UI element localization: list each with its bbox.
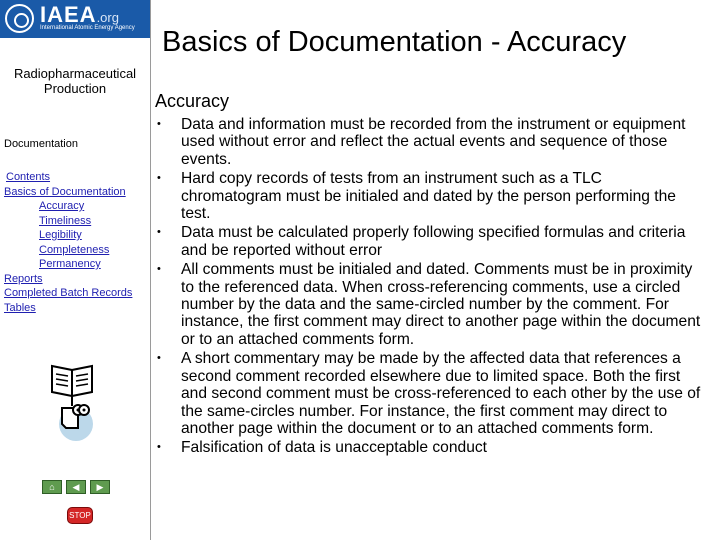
bullet-text: Falsification of data is unacceptable conduct xyxy=(181,439,487,457)
bullet-item xyxy=(151,116,701,168)
course-title: Radiopharmaceutical Production xyxy=(13,66,137,96)
bullet-item xyxy=(151,224,701,259)
bullet-list xyxy=(151,116,701,459)
stop-button[interactable]: STOP xyxy=(67,507,93,524)
section-label: Documentation xyxy=(4,138,78,150)
bullet-item xyxy=(151,439,701,456)
bullet-text: Data and information must be recorded from the instrument or equipment used without error and reflect the actual events and sequence of those events. xyxy=(181,116,686,168)
logo-domain: .org xyxy=(96,10,119,25)
bullet-marker: • xyxy=(157,352,161,365)
bullet-marker: • xyxy=(157,441,161,454)
home-button[interactable] xyxy=(42,480,62,494)
nav-link-accuracy[interactable]: Accuracy xyxy=(39,200,85,212)
nav-link-completed-batch-records[interactable]: Completed Batch Records xyxy=(4,287,133,299)
page-title: Basics of Documentation - Accuracy xyxy=(162,26,627,58)
sidebar-nav xyxy=(4,170,150,315)
bullet-marker: • xyxy=(157,226,161,239)
sidebar xyxy=(0,0,151,540)
bullet-text: Hard copy records of tests from an instrument such as a TLC chromatogram must be initialed and dated by the person performing the test. xyxy=(181,170,676,223)
forward-button[interactable] xyxy=(90,480,110,494)
bullet-marker: • xyxy=(157,118,161,130)
logo-name: IAEA xyxy=(40,2,97,27)
home-icon: ⌂ xyxy=(49,482,55,492)
nav-link-completeness[interactable]: Completeness xyxy=(39,243,110,256)
nav-link-tables[interactable]: Tables xyxy=(4,301,36,314)
section-subtitle: Accuracy xyxy=(155,91,230,111)
back-arrow-icon: ◀ xyxy=(72,482,80,492)
bullet-item xyxy=(151,350,701,437)
bullet-text: All comments must be initialed and dated. Comments must be in proximity to the referenced data. When cross-referencing comments, use a circled number by the data and the same-circled number by the comment. For instance, the first comment may direct to another page within the document or to an attached comments form. xyxy=(181,261,701,348)
bullet-text: A short commentary may be made by the affected data that references a second comment recorded elsewhere due to limited space. Both the first and second comment must be cross-referenced to each other by the use of the same-circles number. For instance, the first comment may direct to another page within the document or to an attached comments form. xyxy=(181,350,701,437)
nav-link-basics-of-documentation[interactable]: Basics of Documentation xyxy=(4,185,126,198)
laurel-emblem-icon xyxy=(5,4,34,33)
nav-link-permanency[interactable]: Permanency xyxy=(39,258,101,270)
bullet-marker: • xyxy=(157,172,161,185)
nav-link-contents[interactable]: Contents xyxy=(6,171,51,183)
iaea-logo[interactable] xyxy=(0,0,150,38)
back-button[interactable] xyxy=(66,480,86,494)
bullet-item xyxy=(151,170,701,222)
forward-arrow-icon: ▶ xyxy=(96,482,104,492)
bullet-item xyxy=(151,261,701,348)
bullet-marker: • xyxy=(157,263,161,276)
nav-link-timeliness[interactable]: Timeliness xyxy=(39,214,92,227)
bullet-text: Data must be calculated properly following specified formulas and criteria and be reported without error xyxy=(181,224,686,259)
nav-link-reports[interactable]: Reports xyxy=(4,272,43,285)
logo-tagline: International Atomic Energy Agency xyxy=(40,25,135,31)
nav-link-legibility[interactable]: Legibility xyxy=(39,229,82,241)
book-reader-icon xyxy=(48,362,98,442)
